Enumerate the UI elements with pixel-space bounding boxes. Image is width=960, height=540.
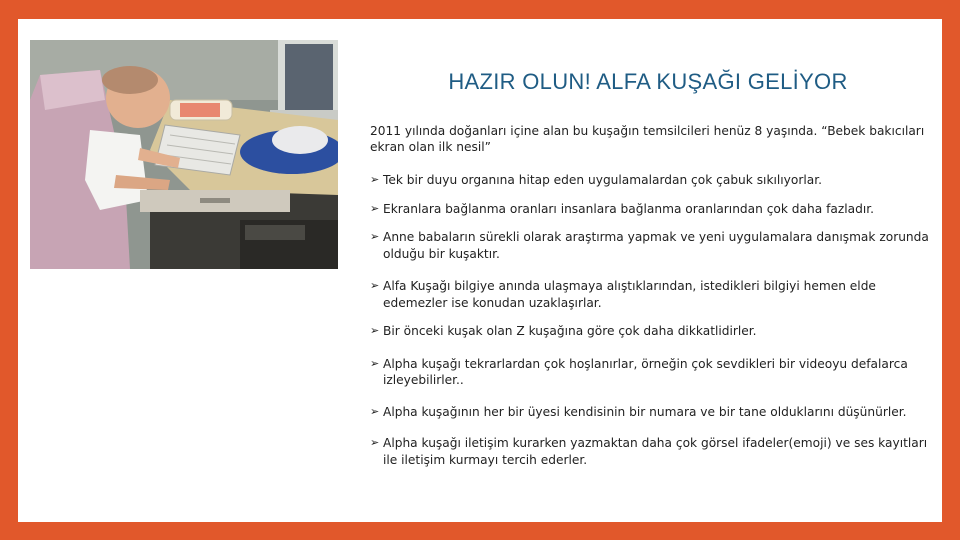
- list-item: [370, 404, 938, 421]
- bullet-text: Bir önceki kuşak olan Z kuşağına göre çok daha dikkatlidirler.: [383, 324, 757, 338]
- list-item: [370, 323, 938, 340]
- bullet-list: [370, 172, 938, 468]
- bullet-text: Alpha kuşağı iletişim kurarken yazmaktan daha çok görsel ifadeler(emoji) ve ses kayıtları ile iletişim kurmayı tercih ederler.: [383, 436, 928, 467]
- baby-at-computer-photo: [30, 40, 338, 269]
- bullet-text: Alfa Kuşağı bilgiye anında ulaşmaya alıştıklarından, istedikleri bilgiyi hemen elde edemezler ise konudan uzaklaşırlar.: [383, 279, 876, 310]
- list-item: [370, 278, 938, 311]
- list-item: [370, 229, 938, 262]
- arrow-bullet-icon: ➢: [370, 230, 380, 243]
- bullet-text: Anne babaların sürekli olarak araştırma yapmak ve yeni uygulamalara danışmak zorunda olduğu bir kuşaktır.: [383, 230, 929, 261]
- arrow-bullet-icon: ➢: [370, 201, 380, 215]
- arrow-bullet-icon: ➢: [370, 404, 380, 418]
- list-item: [370, 435, 938, 468]
- bullet-text: Alpha kuşağının her bir üyesi kendisinin bir numara ve bir tane olduklarını düşünürler.: [383, 404, 907, 419]
- list-item: [370, 356, 938, 389]
- arrow-bullet-icon: ➢: [370, 173, 380, 186]
- list-item: [370, 201, 938, 218]
- slide: [18, 19, 942, 522]
- bullet-text: Tek bir duyu organına hitap eden uygulamalardan çok çabuk sıkılıyorlar.: [383, 173, 822, 187]
- page-title: HAZIR OLUN! ALFA KUŞAĞI GELİYOR: [448, 69, 848, 94]
- list-item: [370, 172, 938, 189]
- intro-paragraph: 2011 yılında doğanları içine alan bu kuşağın temsilcileri henüz 8 yaşında. “Bebek bakıcıları ekran olan ilk nesil”: [370, 124, 925, 154]
- arrow-bullet-icon: ➢: [370, 356, 380, 370]
- arrow-bullet-icon: ➢: [370, 324, 380, 337]
- arrow-bullet-icon: ➢: [370, 279, 380, 292]
- bullet-text: Ekranlara bağlanma oranları insanlara bağlanma oranlarından çok daha fazladır.: [383, 201, 874, 216]
- bullet-text: Alpha kuşağı tekrarlardan çok hoşlanırlar, örneğin çok sevdikleri bir videoyu defalarca izleyebilirler..: [383, 356, 908, 387]
- arrow-bullet-icon: ➢: [370, 436, 380, 449]
